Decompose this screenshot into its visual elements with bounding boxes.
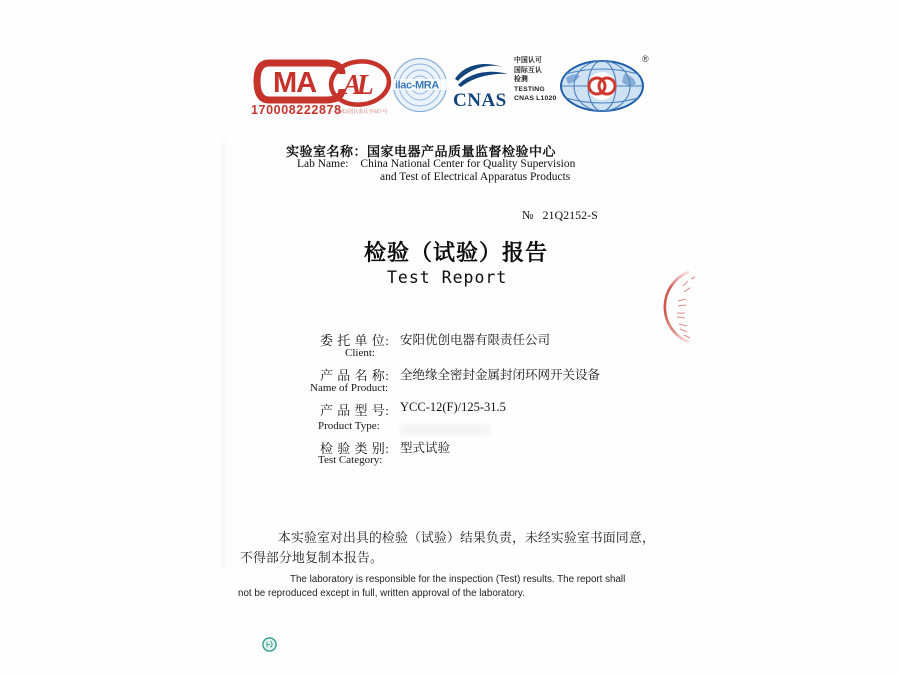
field-product-name-label-cn: 产 品 名 称:	[320, 368, 390, 383]
report-number-value: 21Q2152-S	[542, 208, 598, 222]
scan-smudge-left	[222, 140, 225, 570]
field-test-category-label-en: Test Category:	[318, 454, 383, 466]
cma-cert-number: 170008222878	[251, 103, 342, 117]
statement-en-line2: not be reproduced except in full, written approval of the laboratory.	[238, 588, 525, 599]
statement-cn-line1: 本实验室对出具的检验（试验）结果负责，未经实验室书面同意，	[278, 531, 655, 545]
cnas-text-line2: 国际互认	[514, 66, 542, 74]
globe-trademark-logo	[558, 50, 652, 116]
cnas-logo	[452, 60, 512, 110]
scan-smudge-mid	[400, 424, 490, 436]
lab-name-en-line2: and Test of Electrical Apparatus Products	[380, 171, 571, 183]
report-number	[522, 208, 598, 223]
small-teal-seal-icon	[261, 636, 278, 653]
cma-cert-note: (2002)国认监认字047-号	[335, 110, 388, 115]
cma-letters: MA	[273, 67, 317, 99]
ilac-label: ilac-MRA	[395, 79, 439, 92]
red-seal-stamp-partial	[650, 255, 750, 367]
field-product-type-value: YCC-12(F)/125-31.5	[400, 400, 506, 414]
cal-logo	[328, 58, 394, 110]
statement-cn-line2: 不得部分地复制本报告。	[240, 551, 383, 565]
cal-letters: AL	[343, 70, 369, 101]
field-product-type-label-en: Product Type:	[318, 420, 380, 432]
field-client-value: 安阳优创电器有限责任公司	[400, 333, 551, 347]
cnas-text-line5: CNAS L1020	[514, 95, 557, 103]
stamp-text-marks	[677, 277, 695, 338]
field-client-label-cn: 委 托 单 位:	[320, 333, 390, 348]
field-client-label-en: Client:	[345, 347, 375, 359]
cnas-text-line1: 中国认可	[514, 57, 542, 64]
field-product-type-row	[320, 400, 506, 419]
field-product-name-label-en: Name of Product:	[310, 382, 389, 394]
cnas-text-line4: TESTING	[514, 85, 545, 93]
registered-trademark-symbol: ®	[642, 54, 649, 64]
numero-symbol: №	[522, 208, 534, 222]
globe-center-disc	[588, 72, 616, 100]
lab-name-en-text: China National Center for Quality Supervision	[360, 158, 576, 170]
field-product-name-value: 全绝缘全密封金属封闭环网开关设备	[400, 368, 601, 382]
report-title-cn: 检验（试验）报告	[364, 241, 549, 266]
statement-en-line1: The laboratory is responsible for the inspection (Test) results. The report shall	[290, 574, 626, 585]
field-product-type-label-cn: 产 品 型 号:	[320, 403, 390, 418]
lab-name-en-line1	[297, 158, 575, 170]
field-test-category-label-cn: 检 验 类 别:	[320, 441, 390, 456]
field-test-category-value: 型式试验	[400, 441, 451, 455]
ilac-mra-logo	[392, 57, 448, 113]
report-title-en: Test Report	[387, 268, 508, 287]
cnas-text-line3: 检测	[514, 76, 528, 84]
cnas-wordmark: CNAS	[453, 90, 507, 110]
lab-name-cn: 实验室名称：国家电器产品质量监督检验中心	[286, 145, 557, 160]
cnas-accreditation-text	[514, 56, 562, 104]
lab-name-en-label: Lab Name:	[297, 158, 349, 170]
stamp-arc	[665, 272, 688, 342]
